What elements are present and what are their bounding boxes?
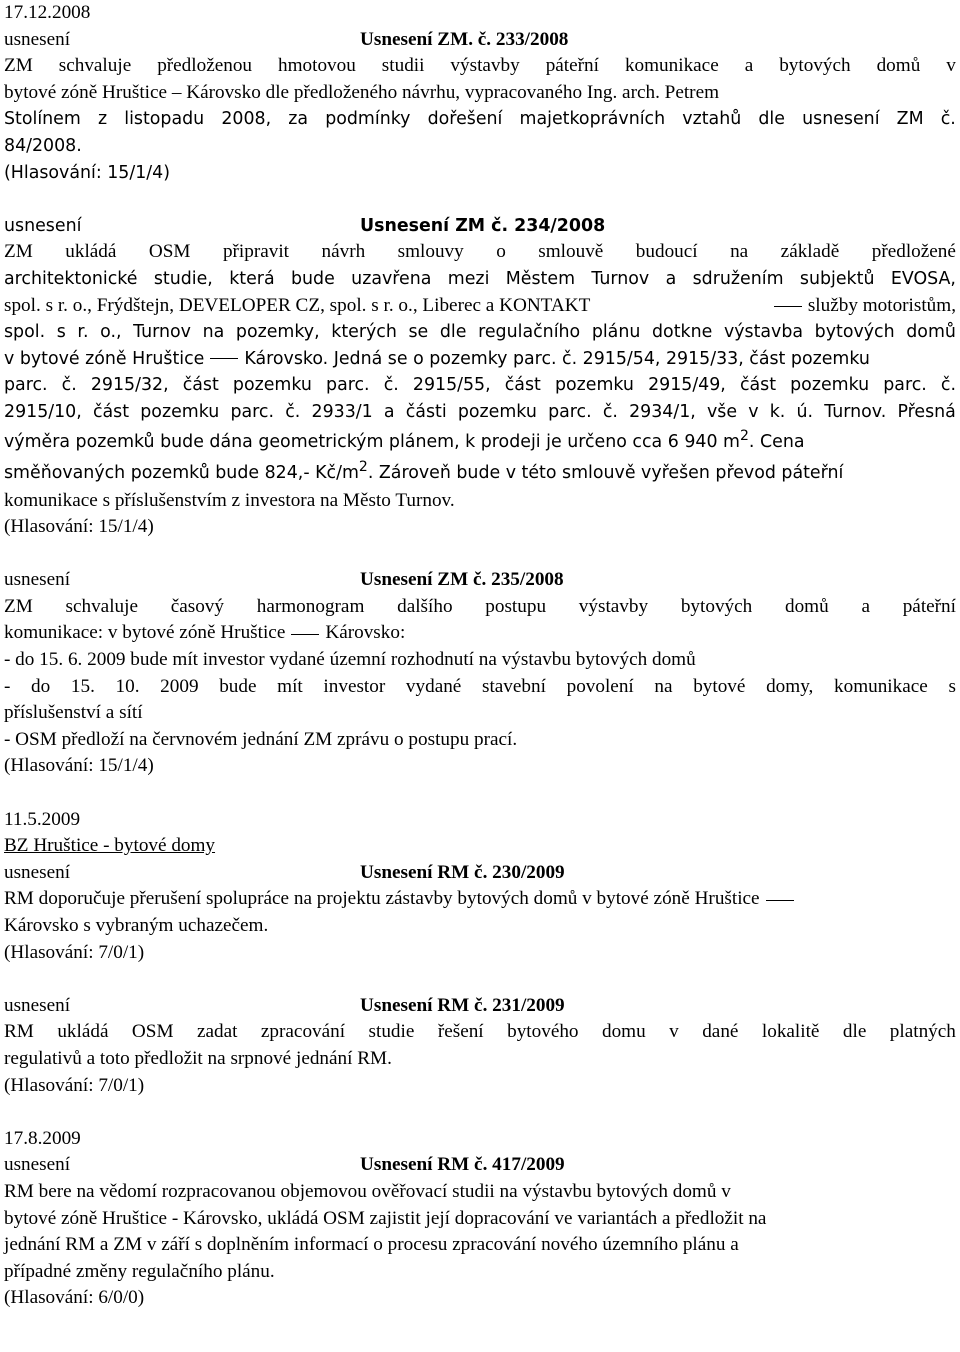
vote-result: (Hlasování: 15/1/4) bbox=[4, 162, 171, 183]
word: uzavřena bbox=[351, 268, 432, 289]
word: dané bbox=[702, 1021, 739, 1043]
word: harmonogram bbox=[256, 595, 365, 617]
word: studii bbox=[381, 55, 425, 77]
word: na bbox=[730, 241, 749, 263]
word: pozemku bbox=[790, 375, 870, 396]
text-fragment: komunikace: v bytové zóně Hruštice bbox=[4, 622, 286, 644]
word: domů bbox=[784, 595, 829, 617]
resolution-number: Usnesení ZM č. 235/2008 bbox=[360, 569, 564, 591]
word: listopadu bbox=[124, 109, 205, 130]
text-line bbox=[4, 426, 956, 457]
word: 2008, bbox=[221, 109, 272, 130]
word: sdružením bbox=[692, 268, 784, 289]
word: lokalitě bbox=[761, 1021, 820, 1043]
resolution-header bbox=[4, 567, 956, 594]
text-line bbox=[4, 886, 956, 913]
word: zadat bbox=[196, 1021, 238, 1043]
word: část bbox=[504, 375, 541, 396]
word: výstavby bbox=[578, 595, 649, 617]
word: spol. bbox=[4, 322, 46, 343]
word: základě bbox=[780, 241, 840, 263]
text-fragment: v bytové zóně Hruštice bbox=[4, 348, 205, 369]
word: domy, bbox=[766, 675, 814, 697]
text-fragment: . Zároveň bude v této smlouvě vyřešen převod páteřní bbox=[367, 462, 844, 483]
vote-result: (Hlasování: 7/0/1) bbox=[4, 941, 145, 963]
dash bbox=[291, 634, 319, 635]
word: hmotovou bbox=[278, 55, 356, 77]
word: plánu bbox=[591, 322, 641, 343]
word: bytových bbox=[814, 322, 895, 343]
word: Přesná bbox=[897, 401, 956, 422]
word: 2915/49, bbox=[648, 375, 726, 396]
word: dle bbox=[758, 109, 785, 130]
resolution-number: Usnesení RM č. 231/2009 bbox=[360, 994, 565, 1016]
resolution-label: usnesení bbox=[4, 215, 82, 236]
superscript: 2 bbox=[740, 427, 749, 444]
word: 2915/55, bbox=[412, 375, 491, 396]
resolution-label: usnesení bbox=[4, 569, 71, 591]
resolution-number: Usnesení RM č. 417/2009 bbox=[360, 1154, 565, 1176]
text-fragment: Károvsko. Jedná se o pozemky parc. č. 2915/54, 2915/33, část pozemku bbox=[244, 348, 870, 369]
word: OSM bbox=[148, 241, 191, 263]
word: návrh bbox=[321, 241, 366, 263]
text-line: bytové zóně Hruštice - Károvsko, ukládá OSM zajistit její dopracování ve variantách a předložit na bbox=[4, 1207, 767, 1229]
word: vše bbox=[707, 401, 738, 422]
word: kterých bbox=[331, 322, 397, 343]
text-fragment: Károvsko: bbox=[325, 622, 406, 644]
word: s bbox=[56, 322, 66, 343]
word: pozemku bbox=[232, 375, 312, 396]
text-line bbox=[4, 239, 956, 266]
word: parc. bbox=[4, 375, 48, 396]
word: 2933/1 bbox=[311, 401, 373, 422]
word: se bbox=[408, 322, 429, 343]
text-line bbox=[4, 1019, 956, 1046]
word: páteřní bbox=[902, 595, 956, 617]
text-line: 84/2008. bbox=[4, 135, 82, 156]
word: ZM bbox=[896, 109, 924, 130]
word: regulačního bbox=[478, 322, 581, 343]
text-line: jednání RM a ZM v září s doplněním informací o procesu zpracování nového územního plánu a bbox=[4, 1234, 739, 1256]
text-line bbox=[4, 53, 956, 80]
text-fragment: spol. s r. o., Frýdštejn, DEVELOPER CZ, spol. s r. o., Liberec a KONTAKT bbox=[4, 294, 591, 316]
text-line bbox=[4, 620, 956, 647]
word: 2934/1, bbox=[629, 401, 696, 422]
word: mezi bbox=[447, 268, 490, 289]
word: 15. bbox=[70, 675, 95, 697]
resolution-label: usnesení bbox=[4, 994, 71, 1016]
word: RM bbox=[4, 1021, 34, 1043]
resolution-label: usnesení bbox=[4, 28, 71, 50]
word: pozemky, bbox=[235, 322, 320, 343]
text-line bbox=[4, 594, 956, 621]
word: podmínky bbox=[325, 109, 411, 130]
word: v bbox=[669, 1021, 679, 1043]
word: parc. bbox=[548, 401, 592, 422]
word: OSM bbox=[131, 1021, 174, 1043]
resolution-header bbox=[4, 993, 956, 1020]
word: povolení bbox=[566, 675, 634, 697]
word: ZM bbox=[4, 241, 33, 263]
word: do bbox=[31, 675, 51, 697]
word: komunikace bbox=[834, 675, 928, 697]
word: parc. bbox=[230, 401, 275, 422]
text-line bbox=[4, 319, 956, 346]
word: - bbox=[4, 675, 11, 697]
word: Turnov bbox=[591, 268, 650, 289]
text-line: Károvsko s vybraným uchazečem. bbox=[4, 915, 269, 936]
word: subjektů bbox=[799, 268, 875, 289]
text-fragment: směňovaných pozemků bude 824,- Kč/m bbox=[4, 462, 359, 483]
word: č. bbox=[602, 401, 618, 422]
word: připravit bbox=[222, 241, 290, 263]
word: parc. bbox=[326, 375, 370, 396]
resolution-number: Usnesení ZM č. 234/2008 bbox=[360, 215, 606, 236]
word: vztahů bbox=[682, 109, 742, 130]
word: domů bbox=[876, 55, 921, 77]
text-line: - OSM předloží na červnovém jednání ZM zprávu o postupu prací. bbox=[4, 728, 518, 750]
word: 2009 bbox=[160, 675, 199, 697]
word: a bbox=[861, 595, 870, 617]
resolution-number: Usnesení RM č. 230/2009 bbox=[360, 861, 565, 883]
word: Turnov. bbox=[824, 401, 887, 422]
resolution-header bbox=[4, 860, 956, 887]
date-line: 11.5.2009 bbox=[4, 808, 81, 830]
word: části bbox=[405, 401, 447, 422]
vote-result: (Hlasování: 7/0/1) bbox=[4, 1074, 145, 1096]
word: studie, bbox=[153, 268, 213, 289]
word: smlouvě bbox=[538, 241, 604, 263]
text-line bbox=[4, 346, 956, 373]
word: a bbox=[665, 268, 677, 289]
word: předloženou bbox=[157, 55, 253, 77]
word: č. bbox=[61, 375, 77, 396]
word: č. bbox=[285, 401, 301, 422]
word: ukládá bbox=[65, 241, 117, 263]
word: dotkne bbox=[652, 322, 713, 343]
text-line: RM bere na vědomí rozpracovanou objemovou ověřovací studii na výstavbu bytových domů v bbox=[4, 1180, 731, 1202]
word: výstavba bbox=[723, 322, 804, 343]
text-fragment: služby motoristům, bbox=[807, 294, 956, 316]
word: vydané bbox=[405, 675, 462, 697]
text-line bbox=[4, 372, 956, 399]
word: za bbox=[288, 109, 309, 130]
word: architektonické bbox=[4, 268, 138, 289]
word: pozemku bbox=[140, 401, 220, 422]
word: ZM bbox=[4, 595, 33, 617]
resolution-label: usnesení bbox=[4, 1154, 71, 1176]
word: z bbox=[97, 109, 108, 130]
word: stavební bbox=[481, 675, 546, 697]
dash bbox=[210, 358, 238, 359]
word: s bbox=[948, 675, 956, 697]
word: a bbox=[744, 55, 754, 77]
word: v bbox=[946, 55, 956, 77]
word: časový bbox=[170, 595, 224, 617]
word: bytového bbox=[507, 1021, 579, 1043]
word: řešení bbox=[437, 1021, 484, 1043]
word: ZM bbox=[4, 55, 33, 77]
word: 2915/10, bbox=[4, 401, 82, 422]
word: část bbox=[182, 375, 219, 396]
word: č. bbox=[383, 375, 399, 396]
word: o bbox=[496, 241, 506, 263]
word: bytové bbox=[693, 675, 746, 697]
word: pozemku bbox=[457, 401, 537, 422]
word: č. bbox=[940, 375, 956, 396]
text-line: komunikace s příslušenstvím z investora na Město Turnov. bbox=[4, 489, 455, 511]
dash bbox=[774, 306, 802, 307]
word: která bbox=[229, 268, 275, 289]
resolution-header bbox=[4, 27, 956, 54]
topic-heading: BZ Hruštice - bytové domy bbox=[4, 835, 216, 857]
text-line bbox=[4, 457, 956, 488]
word: zpracování bbox=[260, 1021, 346, 1043]
date-line: 17.12.2008 bbox=[4, 2, 91, 23]
word: 2915/32, bbox=[90, 375, 169, 396]
word: předložené bbox=[871, 241, 956, 263]
word: dořešení bbox=[427, 109, 503, 130]
text-line: regulativů a toto předložit na srpnové jednání RM. bbox=[4, 1047, 392, 1069]
word: a bbox=[383, 401, 395, 422]
word: Městem bbox=[505, 268, 576, 289]
word: 10. bbox=[115, 675, 140, 697]
text-fragment: RM doporučuje přerušení spolupráce na projektu zástavby bytových domů v bytové zóně Hruštice bbox=[4, 888, 760, 910]
vote-result: (Hlasování: 15/1/4) bbox=[4, 755, 154, 777]
word: v bbox=[748, 401, 759, 422]
word: bytových bbox=[680, 595, 753, 617]
word: na bbox=[654, 675, 673, 697]
text-fragment: výměra pozemků bude dána geometrickým plánem, k prodeji je určeno cca 6 940 m bbox=[4, 431, 740, 452]
word: r. bbox=[77, 322, 89, 343]
word: postupu bbox=[485, 595, 547, 617]
word: Stolínem bbox=[4, 109, 81, 130]
word: část bbox=[92, 401, 130, 422]
word: mít bbox=[277, 675, 303, 697]
word: parc. bbox=[883, 375, 927, 396]
word: k. bbox=[769, 401, 786, 422]
word: dle bbox=[439, 322, 467, 343]
vote-result: (Hlasování: 6/0/0) bbox=[4, 1287, 145, 1309]
superscript: 2 bbox=[358, 458, 368, 475]
word: investor bbox=[323, 675, 386, 697]
word: EVOSA, bbox=[890, 268, 956, 289]
word: č. bbox=[940, 109, 956, 130]
resolution-number: Usnesení ZM. č. 233/2008 bbox=[360, 28, 569, 50]
word: ukládá bbox=[57, 1021, 109, 1043]
text-line: příslušenství a sítí bbox=[4, 702, 143, 724]
word: studie bbox=[368, 1021, 415, 1043]
word: bytových bbox=[779, 55, 851, 77]
text-line bbox=[4, 293, 956, 320]
word: Turnov bbox=[133, 322, 191, 343]
word: komunikace bbox=[624, 55, 719, 77]
resolution-header bbox=[4, 1152, 956, 1179]
resolution-header bbox=[4, 213, 956, 240]
word: platných bbox=[889, 1021, 956, 1043]
text-line: - do 15. 6. 2009 bude mít investor vydané územní rozhodnutí na výstavbu bytových domů bbox=[4, 649, 696, 671]
date-line: 17.8.2009 bbox=[4, 1127, 81, 1149]
vote-result: (Hlasování: 15/1/4) bbox=[4, 516, 154, 538]
word: budoucí bbox=[635, 241, 698, 263]
word: bude bbox=[290, 268, 335, 289]
resolution-label: usnesení bbox=[4, 861, 71, 883]
word: domů bbox=[906, 322, 956, 343]
word: schvaluje bbox=[58, 55, 132, 77]
text-line: bytové zóně Hruštice – Károvsko dle předloženého návrhu, vypracovaného Ing. arch. Petrem bbox=[4, 81, 720, 103]
word: na bbox=[202, 322, 225, 343]
word: část bbox=[739, 375, 777, 396]
word: bude bbox=[219, 675, 257, 697]
text-line bbox=[4, 266, 956, 293]
word: výstavby bbox=[450, 55, 520, 77]
word: ú. bbox=[796, 401, 814, 422]
word: pozemku bbox=[554, 375, 634, 396]
word: usnesení bbox=[802, 109, 880, 130]
text-line: případné změny regulačního plánu. bbox=[4, 1260, 275, 1282]
word: schvaluje bbox=[65, 595, 138, 617]
text-line bbox=[4, 399, 956, 426]
word: majetkoprávních bbox=[519, 109, 666, 130]
dash bbox=[766, 900, 794, 901]
word: smlouvy bbox=[397, 241, 464, 263]
text-fragment: . Cena bbox=[748, 431, 805, 452]
word: dalšího bbox=[397, 595, 453, 617]
text-line bbox=[4, 106, 956, 133]
word: o., bbox=[100, 322, 122, 343]
word: domu bbox=[601, 1021, 646, 1043]
word: dle bbox=[842, 1021, 867, 1043]
text-line bbox=[4, 674, 956, 701]
word: páteřní bbox=[545, 55, 599, 77]
